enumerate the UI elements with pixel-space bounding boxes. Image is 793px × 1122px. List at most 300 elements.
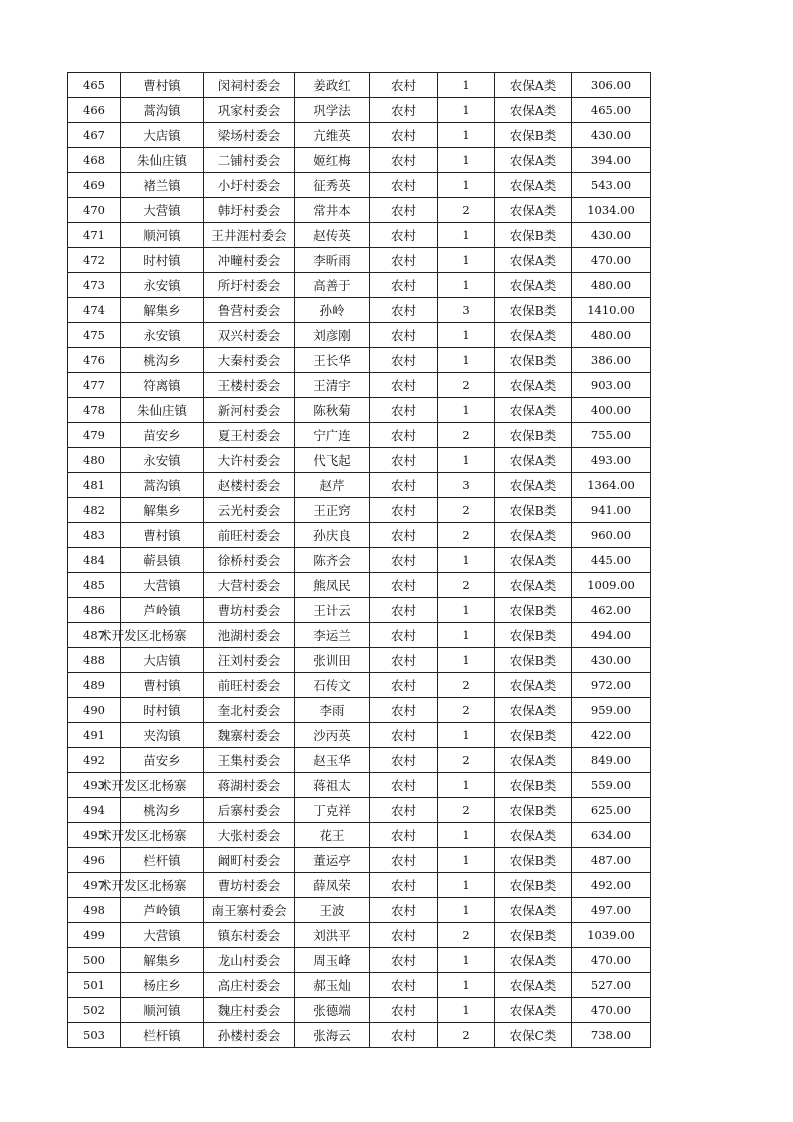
- household-type-cell: 农村: [370, 373, 438, 398]
- insurance-category-cell: 农保A类: [495, 698, 572, 723]
- committee-cell: 大许村委会: [204, 448, 295, 473]
- person-count-cell: 1: [438, 398, 495, 423]
- household-type-cell: 农村: [370, 198, 438, 223]
- name-cell: 刘洪平: [295, 923, 370, 948]
- committee-cell: 蒋湖村委会: [204, 773, 295, 798]
- amount-cell: 470.00: [572, 998, 651, 1023]
- committee-cell: 大秦村委会: [204, 348, 295, 373]
- household-type-cell: 农村: [370, 1023, 438, 1048]
- name-cell: 常井本: [295, 198, 370, 223]
- table-row: [68, 548, 651, 573]
- insurance-category-cell: 农保A类: [495, 473, 572, 498]
- table-row: [68, 723, 651, 748]
- insurance-category-cell: 农保B类: [495, 848, 572, 873]
- amount-cell: 465.00: [572, 98, 651, 123]
- name-cell: 宁广连: [295, 423, 370, 448]
- row-number: 481: [68, 473, 121, 498]
- table-body: [68, 73, 651, 1048]
- insurance-category-cell: 农保A类: [495, 573, 572, 598]
- table-row: [68, 348, 651, 373]
- insurance-category-cell: 农保B类: [495, 498, 572, 523]
- town-cell: 曹村镇: [121, 523, 204, 548]
- roster-table: [67, 72, 651, 1048]
- household-type-cell: 农村: [370, 348, 438, 373]
- table-row: [68, 273, 651, 298]
- committee-cell: 池湖村委会: [204, 623, 295, 648]
- town-cell: 苗安乡: [121, 748, 204, 773]
- committee-cell: 赵楼村委会: [204, 473, 295, 498]
- row-number: 480: [68, 448, 121, 473]
- town-cell: 大店镇: [121, 648, 204, 673]
- table-row: [68, 948, 651, 973]
- row-number: 487: [68, 623, 121, 648]
- committee-cell: 韩圩村委会: [204, 198, 295, 223]
- town-cell: 芦岭镇: [121, 598, 204, 623]
- table-row: [68, 448, 651, 473]
- person-count-cell: 2: [438, 423, 495, 448]
- row-number: 466: [68, 98, 121, 123]
- row-number: 472: [68, 248, 121, 273]
- person-count-cell: 2: [438, 698, 495, 723]
- amount-cell: 386.00: [572, 348, 651, 373]
- insurance-category-cell: 农保B类: [495, 123, 572, 148]
- amount-cell: 462.00: [572, 598, 651, 623]
- household-type-cell: 农村: [370, 748, 438, 773]
- amount-cell: 625.00: [572, 798, 651, 823]
- amount-cell: 738.00: [572, 1023, 651, 1048]
- committee-cell: 新河村委会: [204, 398, 295, 423]
- town-cell: 解集乡: [121, 948, 204, 973]
- name-cell: 花王: [295, 823, 370, 848]
- household-type-cell: 农村: [370, 948, 438, 973]
- committee-cell: 曹坊村委会: [204, 598, 295, 623]
- table-row: [68, 73, 651, 98]
- town-cell: 解集乡: [121, 498, 204, 523]
- person-count-cell: 2: [438, 573, 495, 598]
- row-number: 494: [68, 798, 121, 823]
- person-count-cell: 1: [438, 73, 495, 98]
- town-cell: 大营镇: [121, 198, 204, 223]
- town-cell: 解集乡: [121, 298, 204, 323]
- committee-cell: 小圩村委会: [204, 173, 295, 198]
- town-cell: 术开发区北杨寨: [121, 823, 204, 848]
- row-number: 483: [68, 523, 121, 548]
- table-row: [68, 973, 651, 998]
- name-cell: 姜政红: [295, 73, 370, 98]
- committee-cell: 高庄村委会: [204, 973, 295, 998]
- amount-cell: 960.00: [572, 523, 651, 548]
- table-row: [68, 523, 651, 548]
- amount-cell: 492.00: [572, 873, 651, 898]
- name-cell: 王清宇: [295, 373, 370, 398]
- amount-cell: 634.00: [572, 823, 651, 848]
- table-row: [68, 473, 651, 498]
- insurance-category-cell: 农保B类: [495, 623, 572, 648]
- person-count-cell: 1: [438, 873, 495, 898]
- household-type-cell: 农村: [370, 648, 438, 673]
- amount-cell: 1039.00: [572, 923, 651, 948]
- amount-cell: 430.00: [572, 223, 651, 248]
- amount-cell: 494.00: [572, 623, 651, 648]
- town-cell: 芦岭镇: [121, 898, 204, 923]
- town-cell: 杨庄乡: [121, 973, 204, 998]
- name-cell: 陈秋菊: [295, 398, 370, 423]
- row-number: 467: [68, 123, 121, 148]
- household-type-cell: 农村: [370, 848, 438, 873]
- row-number: 476: [68, 348, 121, 373]
- person-count-cell: 1: [438, 148, 495, 173]
- committee-cell: 王楼村委会: [204, 373, 295, 398]
- name-cell: 王长华: [295, 348, 370, 373]
- insurance-category-cell: 农保A类: [495, 248, 572, 273]
- household-type-cell: 农村: [370, 173, 438, 198]
- person-count-cell: 1: [438, 973, 495, 998]
- amount-cell: 493.00: [572, 448, 651, 473]
- row-number: 486: [68, 598, 121, 623]
- town-cell: 栏杆镇: [121, 1023, 204, 1048]
- committee-cell: 前旺村委会: [204, 673, 295, 698]
- person-count-cell: 1: [438, 223, 495, 248]
- name-cell: 丁克祥: [295, 798, 370, 823]
- row-number: 503: [68, 1023, 121, 1048]
- person-count-cell: 1: [438, 323, 495, 348]
- row-number: 485: [68, 573, 121, 598]
- household-type-cell: 农村: [370, 248, 438, 273]
- row-number: 498: [68, 898, 121, 923]
- insurance-category-cell: 农保A类: [495, 98, 572, 123]
- person-count-cell: 1: [438, 348, 495, 373]
- town-cell: 蒿沟镇: [121, 473, 204, 498]
- insurance-category-cell: 农保A类: [495, 973, 572, 998]
- table-row: [68, 648, 651, 673]
- person-count-cell: 2: [438, 748, 495, 773]
- table-row: [68, 398, 651, 423]
- name-cell: 熊凤民: [295, 573, 370, 598]
- amount-cell: 941.00: [572, 498, 651, 523]
- insurance-category-cell: 农保A类: [495, 898, 572, 923]
- household-type-cell: 农村: [370, 973, 438, 998]
- amount-cell: 755.00: [572, 423, 651, 448]
- household-type-cell: 农村: [370, 773, 438, 798]
- household-type-cell: 农村: [370, 673, 438, 698]
- person-count-cell: 1: [438, 998, 495, 1023]
- amount-cell: 400.00: [572, 398, 651, 423]
- committee-cell: 魏寨村委会: [204, 723, 295, 748]
- town-cell: 时村镇: [121, 248, 204, 273]
- row-number: 473: [68, 273, 121, 298]
- name-cell: 亢维英: [295, 123, 370, 148]
- roster-sheet: [67, 72, 651, 1048]
- row-number: 497: [68, 873, 121, 898]
- household-type-cell: 农村: [370, 873, 438, 898]
- committee-cell: 冲疃村委会: [204, 248, 295, 273]
- town-cell: 朱仙庄镇: [121, 398, 204, 423]
- name-cell: 沙丙英: [295, 723, 370, 748]
- table-row: [68, 1023, 651, 1048]
- amount-cell: 306.00: [572, 73, 651, 98]
- committee-cell: 王集村委会: [204, 748, 295, 773]
- household-type-cell: 农村: [370, 423, 438, 448]
- insurance-category-cell: 农保A类: [495, 73, 572, 98]
- person-count-cell: 2: [438, 1023, 495, 1048]
- household-type-cell: 农村: [370, 823, 438, 848]
- table-row: [68, 798, 651, 823]
- name-cell: 张海云: [295, 1023, 370, 1048]
- person-count-cell: 2: [438, 498, 495, 523]
- row-number: 500: [68, 948, 121, 973]
- row-number: 468: [68, 148, 121, 173]
- household-type-cell: 农村: [370, 898, 438, 923]
- insurance-category-cell: 农保B类: [495, 923, 572, 948]
- table-row: [68, 598, 651, 623]
- name-cell: 薛凤荣: [295, 873, 370, 898]
- committee-cell: 阚町村委会: [204, 848, 295, 873]
- insurance-category-cell: 农保A类: [495, 673, 572, 698]
- name-cell: 赵传英: [295, 223, 370, 248]
- row-number: 488: [68, 648, 121, 673]
- insurance-category-cell: 农保B类: [495, 223, 572, 248]
- person-count-cell: 1: [438, 773, 495, 798]
- table-row: [68, 173, 651, 198]
- person-count-cell: 1: [438, 648, 495, 673]
- row-number: 469: [68, 173, 121, 198]
- row-number: 496: [68, 848, 121, 873]
- committee-cell: 徐桥村委会: [204, 548, 295, 573]
- amount-cell: 1034.00: [572, 198, 651, 223]
- table-row: [68, 823, 651, 848]
- committee-cell: 双兴村委会: [204, 323, 295, 348]
- household-type-cell: 农村: [370, 623, 438, 648]
- committee-cell: 大营村委会: [204, 573, 295, 598]
- insurance-category-cell: 农保A类: [495, 148, 572, 173]
- name-cell: 巩学法: [295, 98, 370, 123]
- person-count-cell: 2: [438, 373, 495, 398]
- table-row: [68, 873, 651, 898]
- amount-cell: 1009.00: [572, 573, 651, 598]
- amount-cell: 487.00: [572, 848, 651, 873]
- name-cell: 郝玉灿: [295, 973, 370, 998]
- household-type-cell: 农村: [370, 73, 438, 98]
- household-type-cell: 农村: [370, 473, 438, 498]
- committee-cell: 梁场村委会: [204, 123, 295, 148]
- insurance-category-cell: 农保A类: [495, 273, 572, 298]
- insurance-category-cell: 农保B类: [495, 423, 572, 448]
- town-cell: 术开发区北杨寨: [121, 773, 204, 798]
- insurance-category-cell: 农保A类: [495, 748, 572, 773]
- person-count-cell: 1: [438, 823, 495, 848]
- insurance-category-cell: 农保A类: [495, 198, 572, 223]
- name-cell: 王计云: [295, 598, 370, 623]
- insurance-category-cell: 农保B类: [495, 798, 572, 823]
- committee-cell: 龙山村委会: [204, 948, 295, 973]
- table-row: [68, 498, 651, 523]
- amount-cell: 903.00: [572, 373, 651, 398]
- table-row: [68, 623, 651, 648]
- town-cell: 时村镇: [121, 698, 204, 723]
- row-number: 491: [68, 723, 121, 748]
- insurance-category-cell: 农保B类: [495, 648, 572, 673]
- committee-cell: 前旺村委会: [204, 523, 295, 548]
- committee-cell: 鲁营村委会: [204, 298, 295, 323]
- name-cell: 王波: [295, 898, 370, 923]
- committee-cell: 孙楼村委会: [204, 1023, 295, 1048]
- amount-cell: 422.00: [572, 723, 651, 748]
- household-type-cell: 农村: [370, 223, 438, 248]
- person-count-cell: 2: [438, 798, 495, 823]
- table-row: [68, 223, 651, 248]
- name-cell: 刘彦刚: [295, 323, 370, 348]
- table-row: [68, 248, 651, 273]
- person-count-cell: 1: [438, 123, 495, 148]
- household-type-cell: 农村: [370, 923, 438, 948]
- name-cell: 李昕雨: [295, 248, 370, 273]
- row-number: 492: [68, 748, 121, 773]
- insurance-category-cell: 农保A类: [495, 948, 572, 973]
- committee-cell: 巩家村委会: [204, 98, 295, 123]
- household-type-cell: 农村: [370, 398, 438, 423]
- name-cell: 王正窍: [295, 498, 370, 523]
- town-cell: 夹沟镇: [121, 723, 204, 748]
- household-type-cell: 农村: [370, 723, 438, 748]
- name-cell: 陈齐会: [295, 548, 370, 573]
- amount-cell: 497.00: [572, 898, 651, 923]
- committee-cell: 所圩村委会: [204, 273, 295, 298]
- committee-cell: 云光村委会: [204, 498, 295, 523]
- insurance-category-cell: 农保B类: [495, 598, 572, 623]
- row-number: 479: [68, 423, 121, 448]
- insurance-category-cell: 农保A类: [495, 823, 572, 848]
- town-cell: 蒿沟镇: [121, 98, 204, 123]
- town-cell: 曹村镇: [121, 73, 204, 98]
- committee-cell: 大张村委会: [204, 823, 295, 848]
- row-number: 478: [68, 398, 121, 423]
- row-number: 482: [68, 498, 121, 523]
- household-type-cell: 农村: [370, 523, 438, 548]
- town-cell: 永安镇: [121, 273, 204, 298]
- town-cell: 桃沟乡: [121, 348, 204, 373]
- person-count-cell: 1: [438, 898, 495, 923]
- town-cell: 蕲县镇: [121, 548, 204, 573]
- household-type-cell: 农村: [370, 998, 438, 1023]
- row-number: 474: [68, 298, 121, 323]
- town-cell: 朱仙庄镇: [121, 148, 204, 173]
- household-type-cell: 农村: [370, 798, 438, 823]
- row-number: 484: [68, 548, 121, 573]
- name-cell: 姬红梅: [295, 148, 370, 173]
- person-count-cell: 1: [438, 848, 495, 873]
- row-number: 477: [68, 373, 121, 398]
- table-row: [68, 148, 651, 173]
- table-row: [68, 373, 651, 398]
- name-cell: 代飞起: [295, 448, 370, 473]
- row-number: 470: [68, 198, 121, 223]
- committee-cell: 南王寨村委会: [204, 898, 295, 923]
- insurance-category-cell: 农保A类: [495, 998, 572, 1023]
- person-count-cell: 1: [438, 548, 495, 573]
- table-row: [68, 573, 651, 598]
- name-cell: 征秀英: [295, 173, 370, 198]
- insurance-category-cell: 农保A类: [495, 323, 572, 348]
- row-number: 475: [68, 323, 121, 348]
- town-cell: 大营镇: [121, 573, 204, 598]
- town-cell: 永安镇: [121, 448, 204, 473]
- name-cell: 张德端: [295, 998, 370, 1023]
- name-cell: 赵玉华: [295, 748, 370, 773]
- town-cell: 顺河镇: [121, 998, 204, 1023]
- town-cell: 苗安乡: [121, 423, 204, 448]
- town-cell: 术开发区北杨寨: [121, 873, 204, 898]
- person-count-cell: 1: [438, 173, 495, 198]
- household-type-cell: 农村: [370, 298, 438, 323]
- person-count-cell: 2: [438, 923, 495, 948]
- table-row: [68, 298, 651, 323]
- person-count-cell: 1: [438, 448, 495, 473]
- table-row: [68, 923, 651, 948]
- table-row: [68, 848, 651, 873]
- insurance-category-cell: 农保B类: [495, 723, 572, 748]
- table-row: [68, 698, 651, 723]
- town-cell: 顺河镇: [121, 223, 204, 248]
- row-number: 495: [68, 823, 121, 848]
- person-count-cell: 2: [438, 673, 495, 698]
- committee-cell: 奎北村委会: [204, 698, 295, 723]
- person-count-cell: 1: [438, 948, 495, 973]
- name-cell: 李运兰: [295, 623, 370, 648]
- insurance-category-cell: 农保A类: [495, 523, 572, 548]
- row-number: 465: [68, 73, 121, 98]
- name-cell: 石传文: [295, 673, 370, 698]
- table-row: [68, 98, 651, 123]
- name-cell: 李雨: [295, 698, 370, 723]
- row-number: 501: [68, 973, 121, 998]
- person-count-cell: 3: [438, 473, 495, 498]
- table-row: [68, 323, 651, 348]
- amount-cell: 394.00: [572, 148, 651, 173]
- insurance-category-cell: 农保A类: [495, 173, 572, 198]
- name-cell: 张训田: [295, 648, 370, 673]
- insurance-category-cell: 农保A类: [495, 448, 572, 473]
- name-cell: 高善于: [295, 273, 370, 298]
- town-cell: 术开发区北杨寨: [121, 623, 204, 648]
- insurance-category-cell: 农保A类: [495, 398, 572, 423]
- person-count-cell: 1: [438, 598, 495, 623]
- row-number: 490: [68, 698, 121, 723]
- amount-cell: 1410.00: [572, 298, 651, 323]
- committee-cell: 汪刘村委会: [204, 648, 295, 673]
- household-type-cell: 农村: [370, 273, 438, 298]
- person-count-cell: 1: [438, 623, 495, 648]
- committee-cell: 后寨村委会: [204, 798, 295, 823]
- committee-cell: 二铺村委会: [204, 148, 295, 173]
- table-row: [68, 898, 651, 923]
- amount-cell: 480.00: [572, 273, 651, 298]
- insurance-category-cell: 农保B类: [495, 873, 572, 898]
- amount-cell: 430.00: [572, 123, 651, 148]
- household-type-cell: 农村: [370, 573, 438, 598]
- name-cell: 孙岭: [295, 298, 370, 323]
- table-row: [68, 673, 651, 698]
- person-count-cell: 1: [438, 273, 495, 298]
- amount-cell: 527.00: [572, 973, 651, 998]
- insurance-category-cell: 农保B类: [495, 298, 572, 323]
- amount-cell: 559.00: [572, 773, 651, 798]
- row-number: 471: [68, 223, 121, 248]
- table-row: [68, 748, 651, 773]
- committee-cell: 曹坊村委会: [204, 873, 295, 898]
- name-cell: 孙庆良: [295, 523, 370, 548]
- town-cell: 栏杆镇: [121, 848, 204, 873]
- table-row: [68, 123, 651, 148]
